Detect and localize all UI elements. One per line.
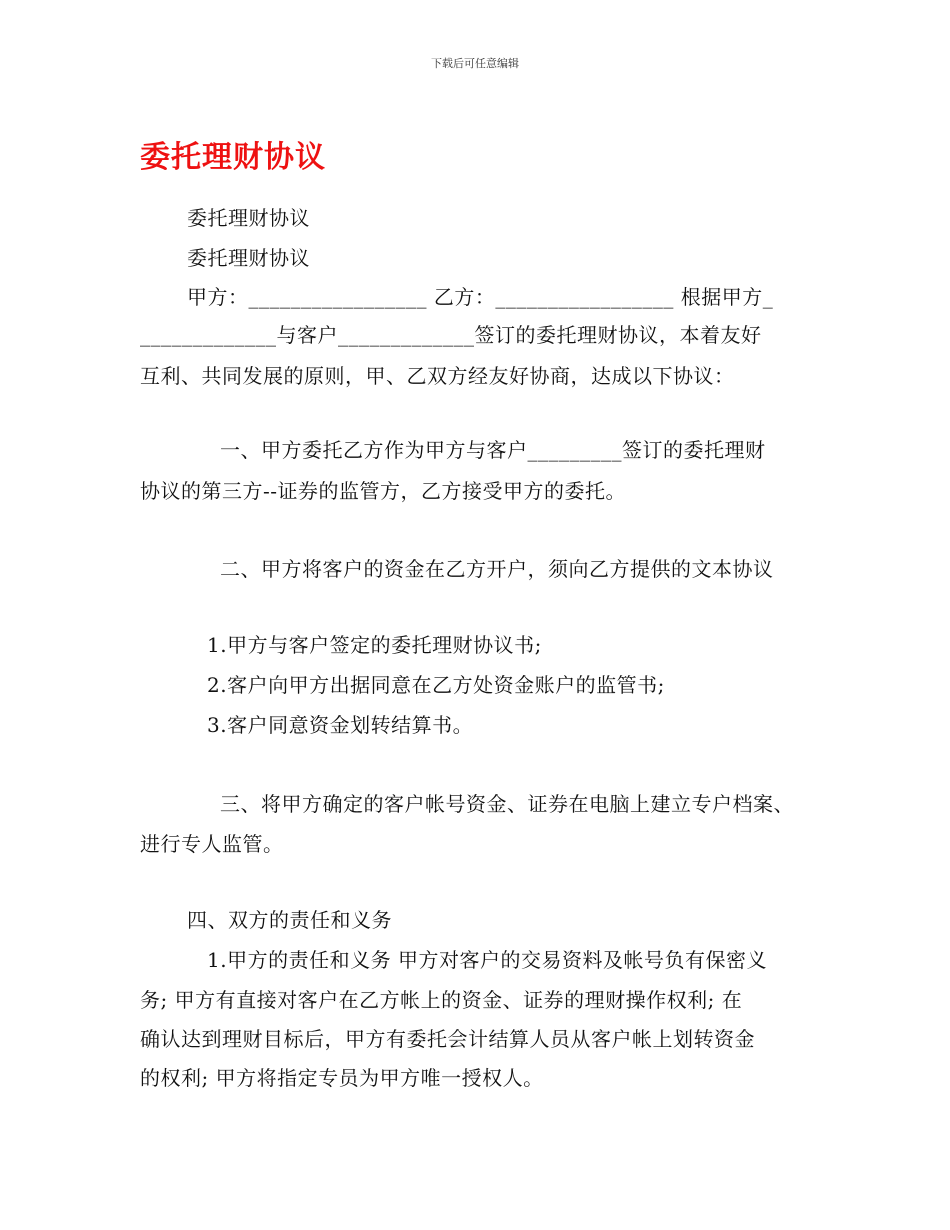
clause-3-line-2: 进行专人监管。 bbox=[140, 832, 284, 856]
intro-line-2: _____________与客户_____________签订的委托理财协议，本着友好 bbox=[140, 323, 762, 347]
list-item-1: 1.甲方与客户签定的委托理财协议书; bbox=[207, 633, 542, 657]
clause-4-para-line-1: 1.甲方的责任和义务 甲方对客户的交易资料及帐号负有保密义 bbox=[207, 948, 767, 972]
document-title: 委托理财协议 bbox=[140, 140, 326, 175]
list-item-3: 3.客户同意资金划转结算书。 bbox=[207, 713, 474, 737]
clause-2-line-1: 二、甲方将客户的资金在乙方开户，须向乙方提供的文本协议 bbox=[220, 557, 774, 581]
parties-line: 甲方：_________________ 乙方：_________________ 根据甲方_ bbox=[187, 285, 774, 309]
clause-4-para-line-3: 确认达到理财目标后，甲方有委托会计结算人员从客户帐上划转资金 bbox=[140, 1027, 755, 1051]
clause-3-line-1: 三、将甲方确定的客户帐号资金、证券在电脑上建立专户档案、 bbox=[220, 792, 794, 816]
clause-4-para-line-2: 务; 甲方有直接对客户在乙方帐上的资金、证券的理财操作权利; 在 bbox=[140, 988, 743, 1012]
clause-4-para-line-4: 的权利; 甲方将指定专员为甲方唯一授权人。 bbox=[140, 1066, 544, 1090]
list-item-2: 2.客户向甲方出据同意在乙方处资金账户的监管书; bbox=[207, 673, 665, 697]
subtitle-line-2: 委托理财协议 bbox=[187, 246, 310, 270]
clause-4-heading: 四、双方的责任和义务 bbox=[187, 908, 392, 932]
header-note: 下载后可任意编辑 bbox=[431, 57, 519, 70]
clause-1-line-1: 一、甲方委托乙方作为甲方与客户_________签订的委托理财 bbox=[220, 438, 766, 462]
clause-1-line-2: 协议的第三方--证券的监管方，乙方接受甲方的委托。 bbox=[140, 479, 627, 503]
intro-line-3: 互利、共同发展的原则，甲、乙双方经友好协商，达成以下协议： bbox=[140, 364, 735, 388]
subtitle-line-1: 委托理财协议 bbox=[187, 206, 310, 230]
